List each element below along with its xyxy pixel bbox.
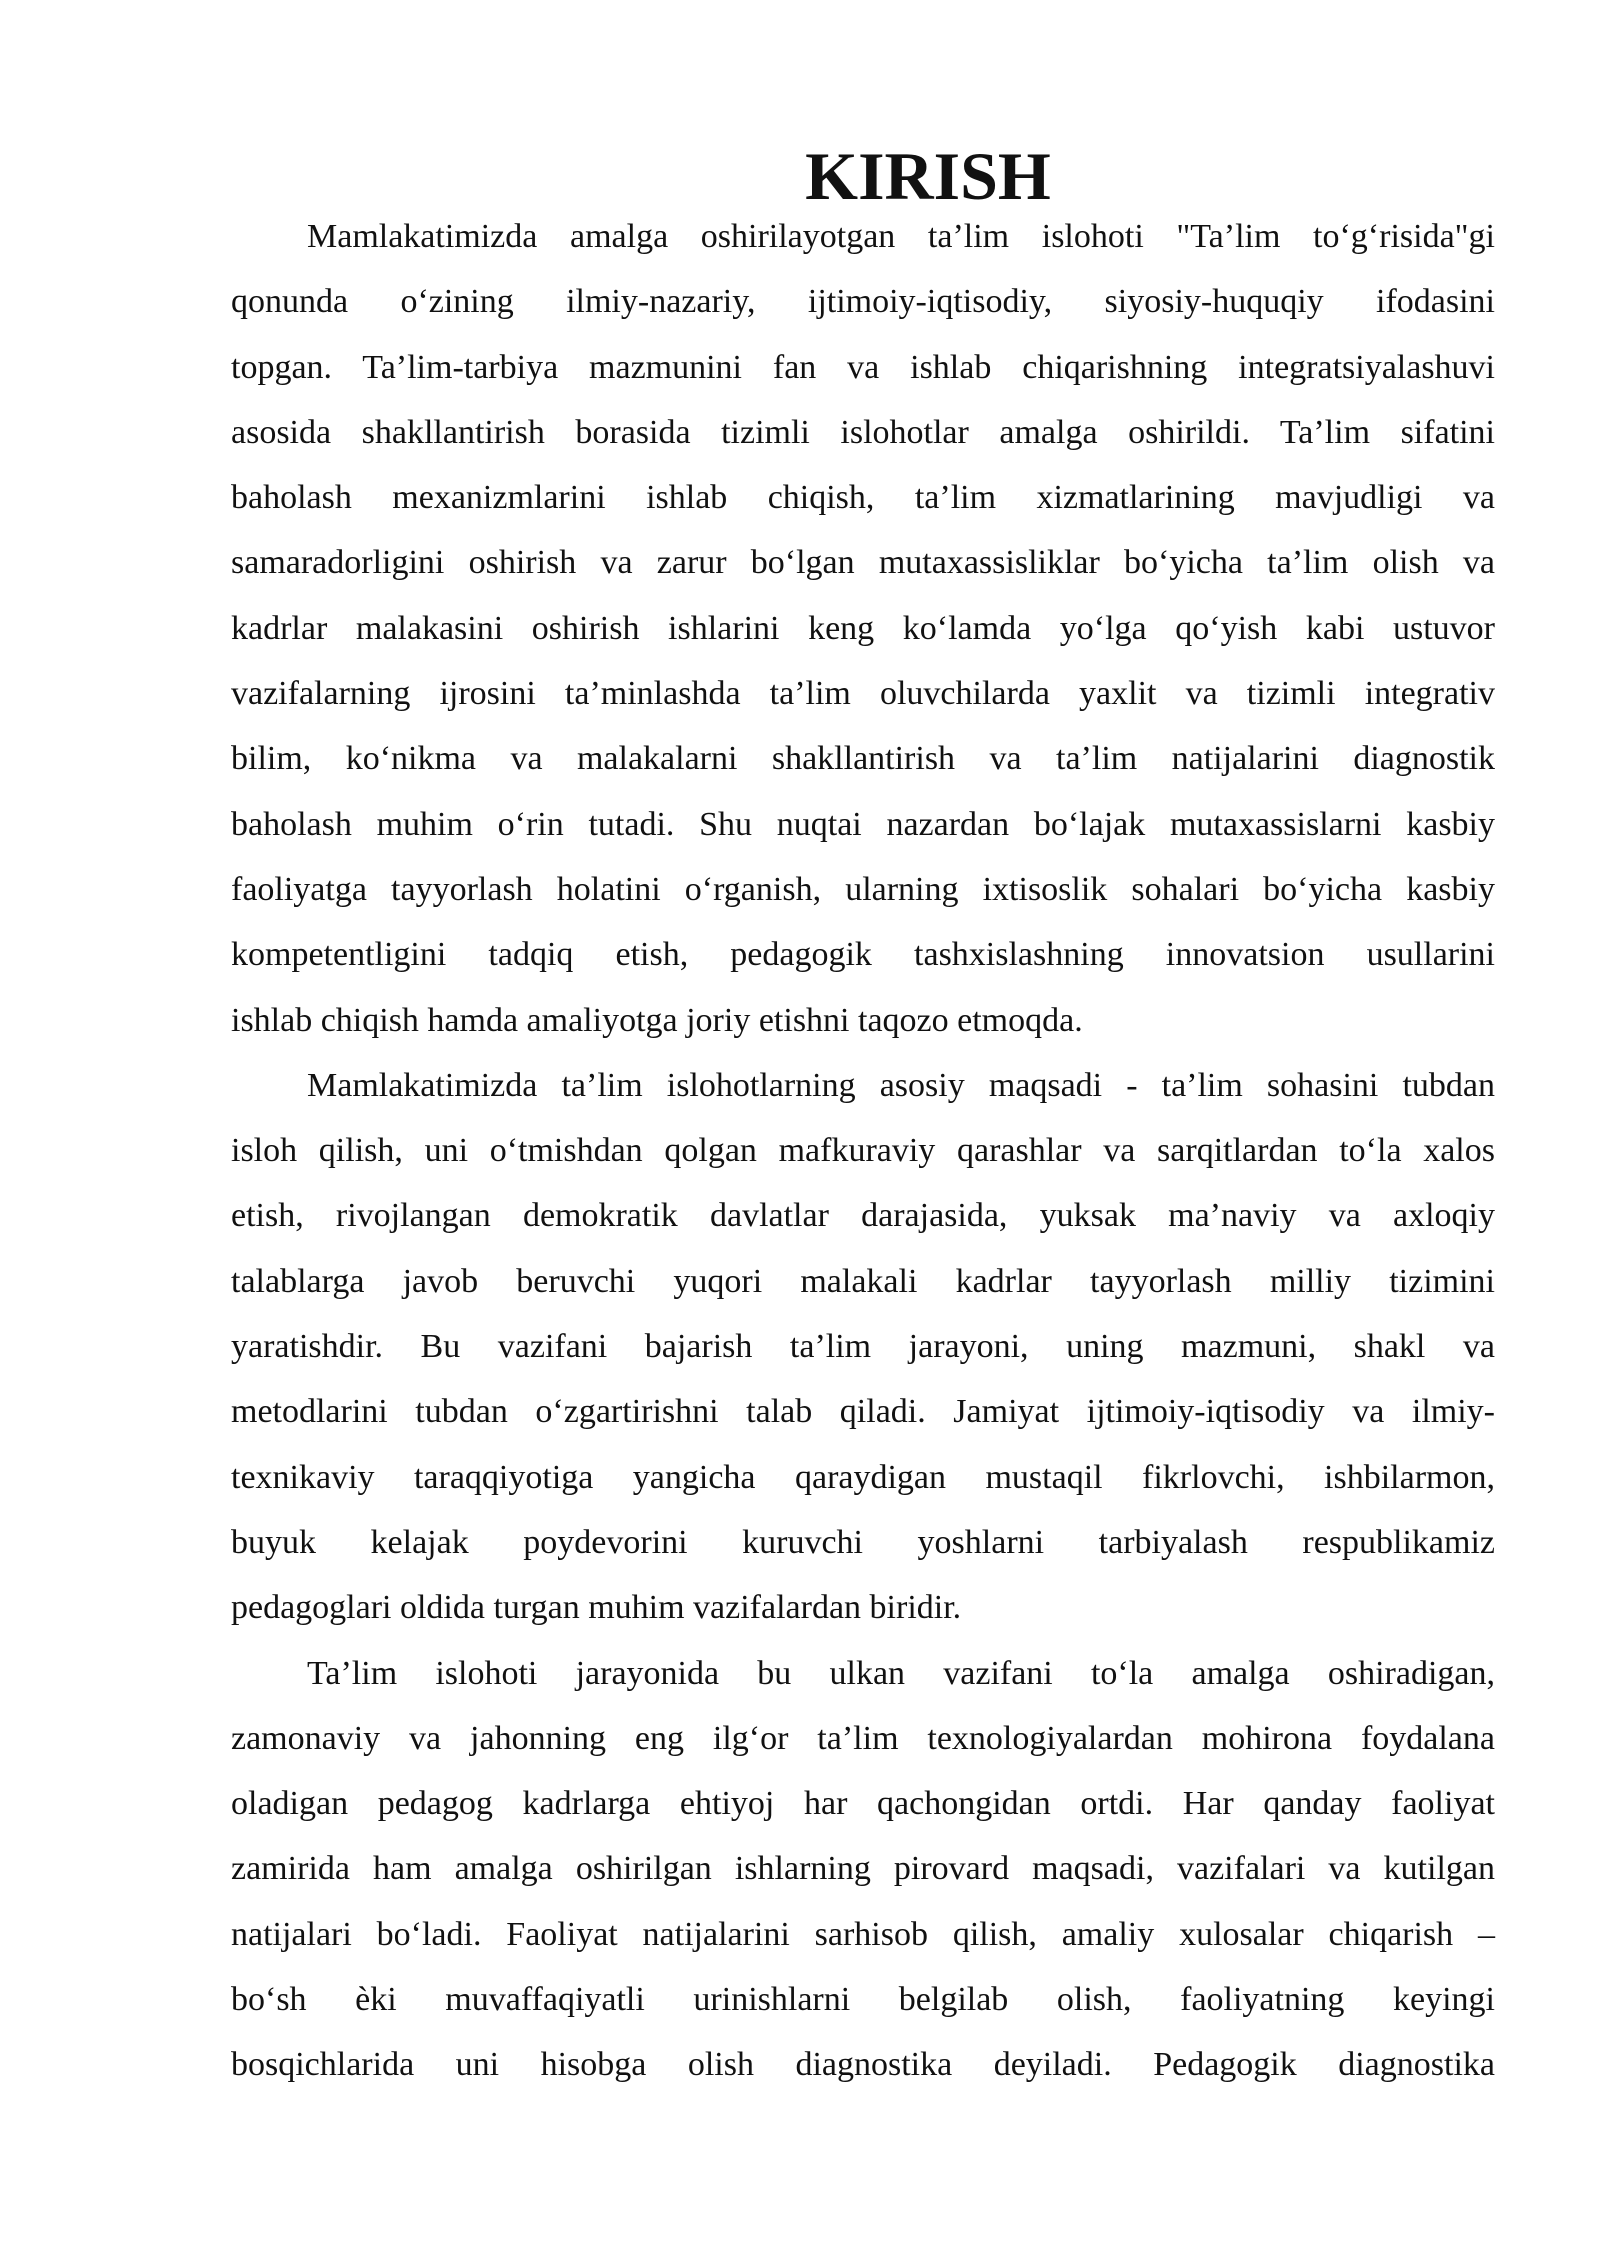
text-line: bo‘sh èki muvaffaqiyatli urinishlarni belgilab olish, faoliyatning keyingi: [231, 1981, 1495, 2019]
paragraph-3: [231, 1641, 1495, 2098]
text-line: faoliyatga tayyorlash holatini o‘rganish, ularning ixtisoslik sohalari bo‘yicha kasbiy: [231, 870, 1495, 908]
page-heading: KIRISH: [805, 138, 1051, 214]
text-line: vazifalarning ijrosini ta’minlashda ta’lim oluvchilarda yaxlit va tizimli integrativ: [231, 675, 1495, 713]
text-line: bosqichlarida uni hisobga olish diagnostika deyiladi. Pedagogik diagnostika: [231, 2046, 1495, 2084]
text-line: yaratishdir. Bu vazifani bajarish ta’lim jarayoni, uning mazmuni, shakl va: [231, 1328, 1495, 1366]
text-line: talablarga javob beruvchi yuqori malakali kadrlar tayyorlash milliy tizimini: [231, 1262, 1495, 1300]
text-line: kompetentligini tadqiq etish, pedagogik tashxislashning innovatsion usullarini: [231, 936, 1495, 974]
text-line: Ta’lim islohoti jarayonida bu ulkan vazifani to‘la amalga oshiradigan,: [307, 1654, 1495, 1692]
text-line: etish, rivojlangan demokratik davlatlar darajasida, yuksak ma’naviy va axloqiy: [231, 1197, 1495, 1235]
text-line: baholash muhim o‘rin tutadi. Shu nuqtai nazardan bo‘lajak mutaxassislarni kasbiy: [231, 805, 1495, 843]
text-line: zamirida ham amalga oshirilgan ishlarning pirovard maqsadi, vazifalari va kutilgan: [231, 1850, 1495, 1888]
text-line: kadrlar malakasini oshirish ishlarini keng ko‘lamda yo‘lga qo‘yish kabi ustuvor: [231, 609, 1495, 647]
paragraph-1: [231, 204, 1495, 1053]
text-line: natijalari bo‘ladi. Faoliyat natijalarini sarhisob qilish, amaliy xulosalar chiqarish –: [231, 1915, 1495, 1953]
text-line: texnikaviy taraqqiyotiga yangicha qaraydigan mustaqil fikrlovchi, ishbilarmon,: [231, 1458, 1495, 1496]
text-line: topgan. Ta’lim-tarbiya mazmunini fan va ishlab chiqarishning integratsiyalashuvi: [231, 348, 1495, 386]
text-line: ishlab chiqish hamda amaliyotga joriy etishni taqozo etmoqda.: [231, 1001, 1083, 1039]
text-line: oladigan pedagog kadrlarga ehtiyoj har qachongidan ortdi. Har qanday faoliyat: [231, 1785, 1495, 1823]
text-line: bilim, ko‘nikma va malakalarni shakllantirish va ta’lim natijalarini diagnostik: [231, 740, 1495, 778]
text-line: samaradorligini oshirish va zarur bo‘lgan mutaxassisliklar bo‘yicha ta’lim olish va: [231, 544, 1495, 582]
text-line: qonunda o‘zining ilmiy-nazariy, ijtimoiy-iqtisodiy, siyosiy-huquqiy ifodasini: [231, 283, 1495, 321]
text-line: asosida shakllantirish borasida tizimli islohotlar amalga oshirildi. Ta’lim sifatini: [231, 413, 1495, 451]
text-line: buyuk kelajak poydevorini kuruvchi yoshlarni tarbiyalash respublikamiz: [231, 1523, 1495, 1561]
text-line: Mamlakatimizda amalga oshirilayotgan ta’lim islohoti "Ta’lim to‘g‘risida"gi: [307, 218, 1495, 255]
text-line: pedagoglari oldida turgan muhim vazifalardan biridir.: [231, 1589, 962, 1627]
text-line: metodlarini tubdan o‘zgartirishni talab qiladi. Jamiyat ijtimoiy-iqtisodiy va ilmiy-: [231, 1393, 1495, 1431]
document-body: [231, 138, 1495, 2098]
text-line: Mamlakatimizda ta’lim islohotlarning asosiy maqsadi - ta’lim sohasini tubdan: [307, 1066, 1495, 1104]
text-line: baholash mexanizmlarini ishlab chiqish, ta’lim xizmatlarining mavjudligi va: [231, 479, 1495, 517]
paragraph-2: [231, 1053, 1495, 1641]
text-line: isloh qilish, uni o‘tmishdan qolgan mafkuraviy qarashlar va sarqitlardan to‘la xalos: [231, 1132, 1495, 1170]
text-line: zamonaviy va jahonning eng ilg‘or ta’lim texnologiyalardan mohirona foydalana: [231, 1719, 1495, 1757]
